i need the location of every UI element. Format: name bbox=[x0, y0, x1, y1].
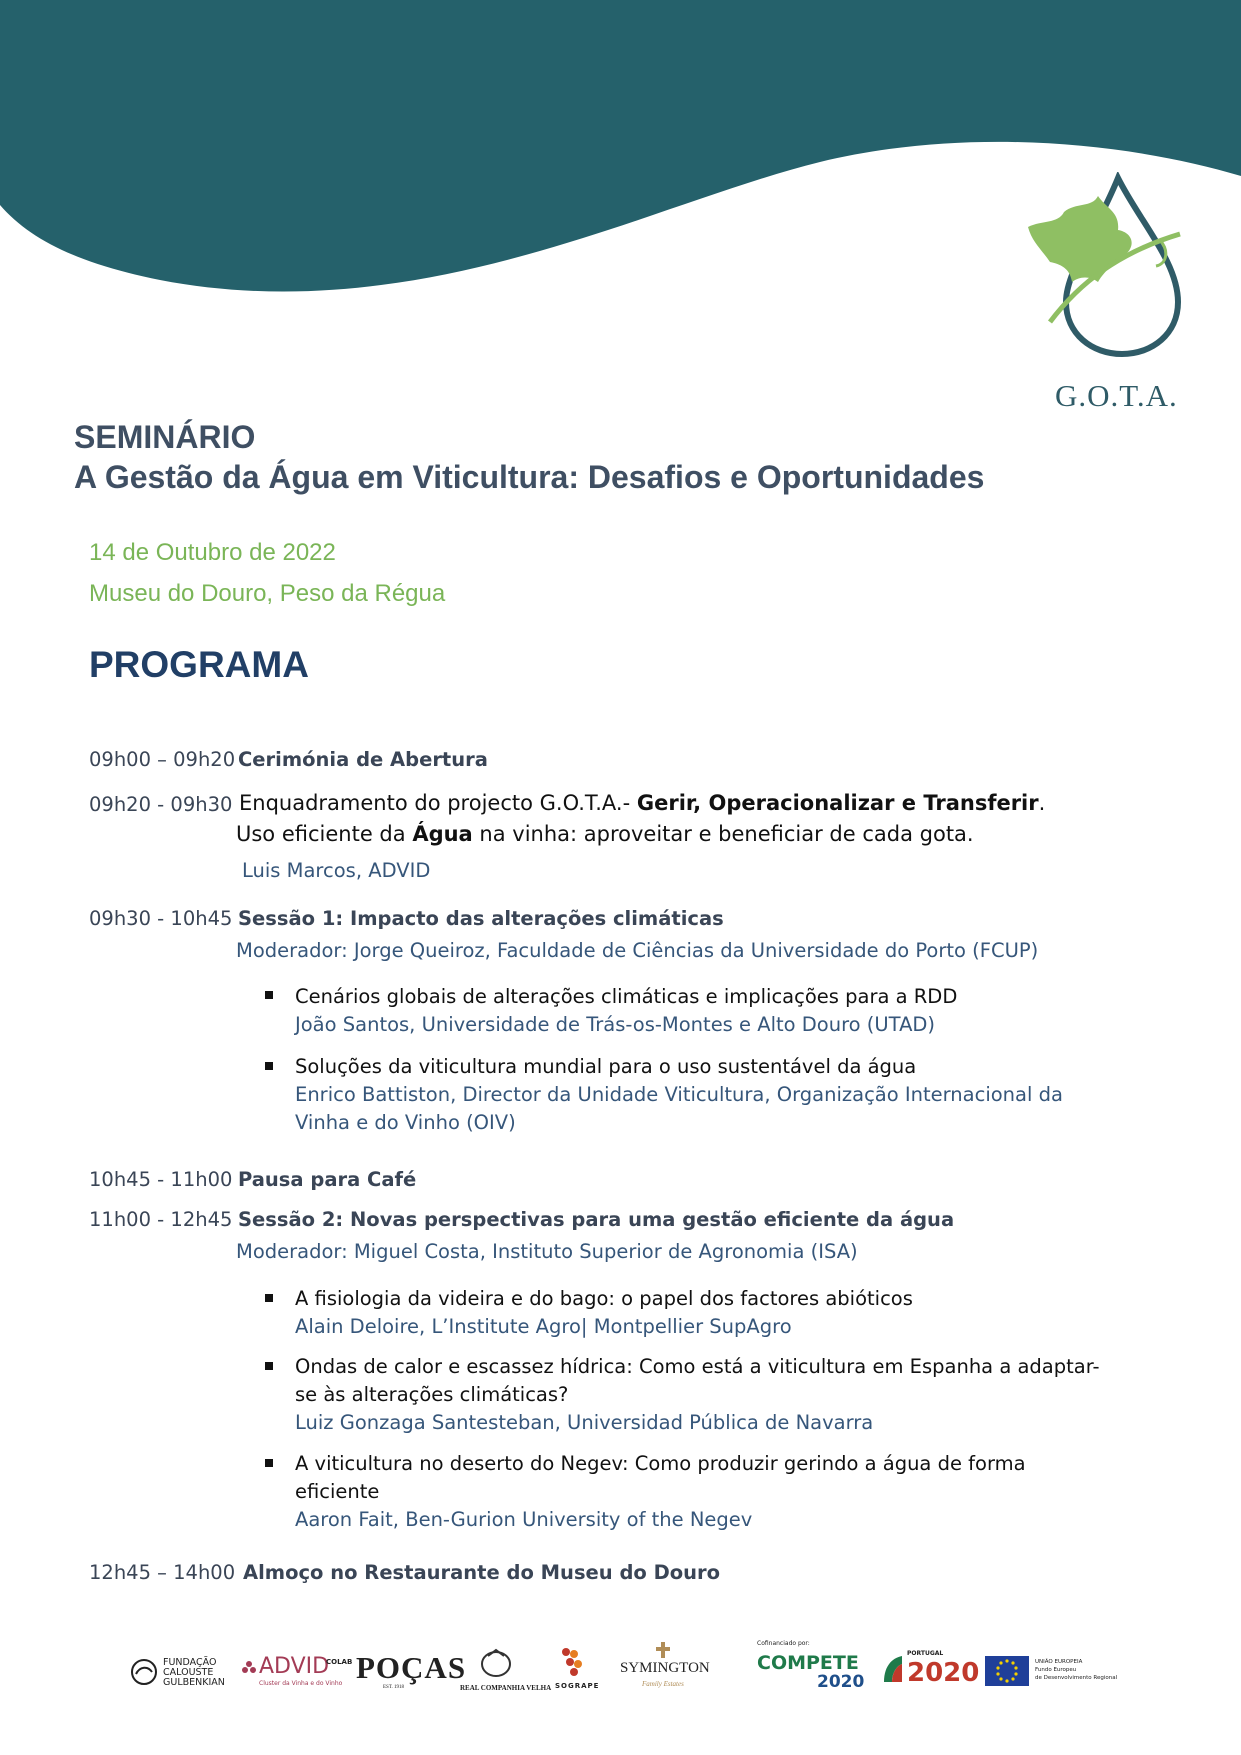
event-venue: Museu do Douro, Peso da Régua bbox=[89, 580, 446, 607]
session2-talk2-title-cont: se às alterações climáticas? bbox=[295, 1383, 569, 1406]
opening-time: 09h00 – 09h20 bbox=[89, 748, 236, 771]
advid-logo: ADVID bbox=[259, 1654, 330, 1679]
advid-subtitle: Cluster da Vinha e do Vinho bbox=[259, 1680, 343, 1687]
portugal-flag-icon bbox=[882, 1654, 904, 1684]
lunch-title: Almoço no Restaurante do Museu do Douro bbox=[243, 1561, 721, 1584]
pocas-logo: POÇAS bbox=[356, 1650, 467, 1685]
session2-talk3-speaker: Aaron Fait, Ben-Gurion University of the Negev bbox=[295, 1508, 753, 1531]
cofinanced-label: Cofinanciado por: bbox=[757, 1640, 810, 1647]
session1-talk1-speaker: João Santos, Universidade de Trás-os-Montes e Alto Douro (UTAD) bbox=[295, 1013, 936, 1036]
lunch-time: 12h45 – 14h00 bbox=[89, 1561, 236, 1584]
symington-logo: SYMINGTON bbox=[620, 1660, 710, 1676]
session1-talk2-speaker-cont: Vinha e do Vinho (OIV) bbox=[295, 1111, 516, 1134]
symington-subtitle: Family Estates bbox=[642, 1680, 684, 1688]
bullet-icon bbox=[265, 1459, 273, 1467]
sogrape-logo-icon bbox=[556, 1644, 588, 1678]
compete-year: 2020 bbox=[817, 1672, 865, 1692]
coffee-time: 10h45 - 11h00 bbox=[89, 1168, 233, 1191]
session2-talk1-speaker: Alain Deloire, L’Institute Agro| Montpellier SupAgro bbox=[295, 1315, 792, 1338]
bullet-icon bbox=[265, 1294, 273, 1302]
session1-talk1-title: Cenários globais de alterações climáticas e implicações para a RDD bbox=[295, 985, 958, 1008]
framing-speaker: Luis Marcos, ADVID bbox=[242, 859, 431, 882]
opening-title: Cerimónia de Abertura bbox=[238, 748, 488, 771]
gota-logo-icon bbox=[1020, 172, 1190, 357]
bullet-icon bbox=[265, 991, 273, 999]
session1-talk2-speaker: Enrico Battiston, Director da Unidade Viticultura, Organização Internacional da bbox=[295, 1083, 1063, 1106]
sponsor-logos bbox=[125, 1640, 1125, 1700]
portugal-label: PORTUGAL bbox=[907, 1650, 944, 1657]
session1-talk2-title: Soluções da viticultura mundial para o uso sustentável da água bbox=[295, 1055, 917, 1078]
bullet-icon bbox=[265, 1062, 273, 1070]
colab-logo: COLAB bbox=[326, 1658, 353, 1666]
session2-talk2-speaker: Luiz Gonzaga Santesteban, Universidad Pública de Navarra bbox=[295, 1411, 874, 1434]
portugal-year: 2020 bbox=[907, 1658, 980, 1688]
session1-title: Sessão 1: Impacto das alterações climáticas bbox=[238, 907, 724, 930]
seminar-title: A Gestão da Água em Viticultura: Desafios e Oportunidades bbox=[74, 459, 985, 495]
eu-label: UNIÃO EUROPEIA Fundo Europeu de Desenvolvimento Regional bbox=[1035, 1659, 1118, 1681]
symington-cross-icon bbox=[656, 1642, 670, 1658]
session2-talk3-title-cont: eficiente bbox=[295, 1480, 380, 1503]
session2-moderator: Moderador: Miguel Costa, Instituto Superior de Agronomia (ISA) bbox=[236, 1240, 858, 1263]
framing-time: 09h20 - 09h30 bbox=[89, 793, 233, 816]
gota-logo-text: G.O.T.A. bbox=[1055, 378, 1178, 413]
gulbenkian-logo: FUNDAÇÃO CALOUSTE GULBENKIAN bbox=[163, 1657, 225, 1688]
session1-moderator: Moderador: Jorge Queiroz, Faculdade de Ciências da Universidade do Porto (FCUP) bbox=[236, 939, 1039, 962]
bullet-icon bbox=[265, 1362, 273, 1370]
pocas-subtitle: EST. 1918 bbox=[383, 1685, 405, 1690]
session2-talk1-title: A fisiologia da videira e do bago: o papel dos factores abióticos bbox=[295, 1287, 913, 1310]
session2-time: 11h00 - 12h45 bbox=[89, 1208, 233, 1231]
seminar-kicker: SEMINÁRIO bbox=[74, 419, 256, 455]
session2-title: Sessão 2: Novas perspectivas para uma gestão eficiente da água bbox=[238, 1208, 955, 1231]
advid-logo-icon bbox=[241, 1660, 257, 1676]
framing-line-2: Uso eficiente da Água na vinha: aproveitar e beneficiar de cada gota. bbox=[236, 822, 974, 846]
session2-talk3-title: A viticultura no deserto do Negev: Como produzir gerindo a água de forma bbox=[295, 1452, 1026, 1475]
real-companhia-crest-icon bbox=[478, 1648, 514, 1680]
coffee-title: Pausa para Café bbox=[238, 1168, 417, 1191]
compete-logo: COMPETE bbox=[757, 1652, 859, 1674]
session2-talk2-title: Ondas de calor e escassez hídrica: Como está a viticultura em Espanha a adaptar- bbox=[295, 1355, 1100, 1378]
session1-time: 09h30 - 10h45 bbox=[89, 907, 233, 930]
event-date: 14 de Outubro de 2022 bbox=[89, 539, 336, 566]
framing-line-1: Enquadramento do projecto G.O.T.A.- Gerir, Operacionalizar e Transferir. bbox=[239, 791, 1046, 815]
real-companhia-logo: REAL COMPANHIA VELHA bbox=[460, 1684, 552, 1692]
sogrape-logo: SOGRAPE bbox=[555, 1682, 600, 1690]
gulbenkian-logo-icon bbox=[130, 1658, 158, 1686]
eu-flag-icon bbox=[985, 1656, 1029, 1686]
program-heading: PROGRAMA bbox=[89, 644, 309, 685]
